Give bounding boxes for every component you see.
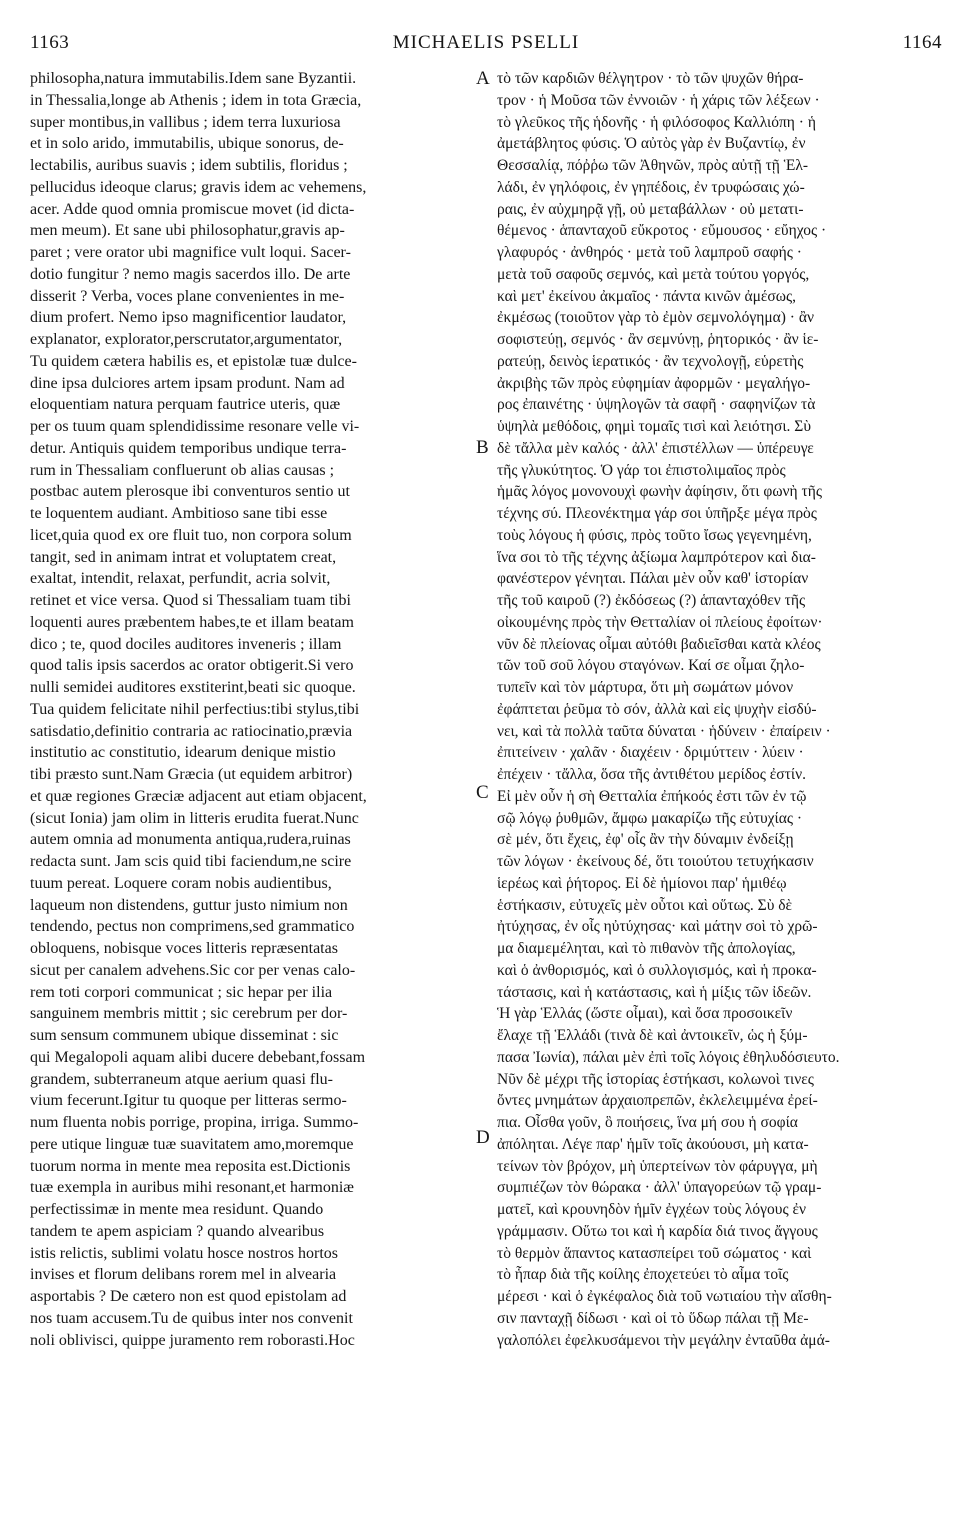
text-line: ἀκριβὴς τῶν πρὸς εὐφημίαν ἀφορμῶν · μεγαλήγο- [497,374,811,392]
text-line: noli oblivisci, quippe juramento rem roborasti.Hoc [30,1331,355,1349]
text-line: τῶν τοῦ σοῦ λόγου σταγόνων. Καί σε οἶμαι ζηλο- [497,657,805,675]
latin-column [30,68,472,1518]
left-column-number: 1163 [30,32,70,53]
text-line: ἡμᾶς λόγος μονονουχὶ φωνὴν ἀφίησιν, ὅτι φωνὴ τῆς [497,483,823,501]
text-line: Εἰ μὲν οὖν ἡ σὴ Θετταλία ἐπήκοός ἐστι τῶν ἐν τῷ [497,787,807,805]
text-line: ὄντες μνημάτων ἀρχαιοπρεπῶν, ἐκλελειμμένα ἐρεί- [497,1092,818,1110]
text-line: τῶν λόγων · ἐκείνους δέ, ὅτι τοιούτου τετυχήκασιν [497,853,814,870]
text-line: ἀμετάβλητος φύσις. Ὁ αὐτὸς γὰρ ἐν Βυζαντίῳ, ἐν [497,135,806,153]
text-line: ἀπόληται. Λέγε παρ' ἡμῖν τοῖς ἀκούουσι, μὴ κατα- [497,1135,809,1153]
text-line: σοφιστεύῃ, σεμνός · ἂν σεμνύνῃ, ῥητορικός · ἂν ἱε- [497,331,819,348]
text-line: ματεῖ, καὶ κρουνηδὸν ἡμῖν ἐγχέων τοὺς λόγους ἐν [497,1201,806,1218]
text-line: σῷ λόγῳ ῥυθμῶν, ἄμφω μακαρίζω τῆς εὐτυχίας · [497,809,803,827]
text-line: institutio ac constitutio, idearum denique mistio [30,744,336,762]
text-line: paret ; vere orator ubi magnifice vult loqui. Sacer- [30,244,351,261]
text-line: nos tuam accusem.Tu de quibus inter nos convenit [30,1309,353,1327]
text-line: Tu quidem cætera habilis es, et epistolæ tuæ dulce- [30,352,357,370]
text-line: in Thessalia,longe ab Athenis ; idem in tota Græcia, [30,91,362,109]
text-line: istis relictis, sublimi volatu hosce nostros hortos [30,1244,338,1262]
text-line: ρατεύῃ, δεινὸς ἱερατικός · ἂν τεχνολογῇ, εὑρετὴς [497,352,804,370]
text-line: (sicut Ionia) jam olim in litteris erudita fuerat.Nunc [30,809,359,827]
text-line: dine ipsa dulciores artem ipsam produnt. Nam ad [30,374,345,392]
text-line: tangit, sed in animam intrat et voluptatem creat, [30,548,337,566]
text-line: dium profert. Nemo ipso magnificentior laudator, [30,309,347,327]
text-line: ἐπέχειν · τἄλλα, ὅσα τῆς ἀντιθέτου μερίδος ἐστίν. [497,766,806,783]
right-column-number: 1164 [902,32,942,53]
text-line: τάστασις, καὶ ἡ κατάστασις, καὶ ἡ μίξις τῶν ἰδεῶν. [497,983,812,1001]
text-line: te loquentem audiant. Ambitioso sane tibi esse [30,505,328,522]
text-line: disserit ? Verba, voces plane convenientes in me- [30,287,345,305]
margin-letter-a: A [476,68,490,89]
margin-letter-d: D [476,1127,490,1148]
text-line: sum sensum communem ubique disseminat : sic [30,1027,339,1044]
text-line: ἔλαχε τῇ Ἑλλάδι (τινὰ δὲ καὶ ἀντοικεῖν, ὡς ἡ ξύμ- [497,1027,808,1044]
text-line: tuorum norma in mente mea reposita est.Dictionis [30,1157,351,1175]
text-line: explanator, explorator,perscrutator,argumentator, [30,331,343,348]
text-line: σὲ μέν, ὅτι ἔχεις, ἐφ' οἷς ἂν τὴν δύναμιν ἐνδείξῃ [497,831,794,849]
text-line: exaltat, intendit, relaxat, perfundit, acria solvit, [30,570,331,588]
text-line: τὸ ἧπαρ διὰ τῆς κοίλης ἐποχετεύει τὸ αἷμα τοῖς [497,1266,789,1284]
text-line: ἐφάπτεται ῥεῦμα τὸ σόν, ἀλλὰ καὶ εἰς ψυχὴν εἰσδύ- [497,700,817,718]
text-line: θέμενος · ἁπανταχοῦ εὔκροτος · εὔμουσος · εὔηχος · [497,222,827,240]
text-line: καὶ μετ' ἐκείνου ἀκμαῖος · πάντα κινῶν ἀμέσως, [497,287,796,305]
text-line: acer. Adde quod omnia promiscue movet (id dicta- [30,200,355,218]
text-line: tendendo, pectus non comprimens,sed grammatico [30,918,355,936]
text-line: et quæ regiones Græciæ adjacent aut etiam objacent, [30,787,367,805]
text-line: τρον · ἡ Μοῦσα τῶν ἐννοιῶν · ἡ χάρις τῶν λέξεων · [497,91,820,109]
text-line: τὸ τῶν καρδιῶν θέλγητρον · τὸ τῶν ψυχῶν θήρα- [497,70,804,87]
text-line: νει, καὶ τὰ πολλὰ ταῦτα δύναται · ἡδύνειν · ἐπαίρειν · [497,722,831,740]
text-line: γαλοπόλει ἐφελκυσάμενοι τὴν μεγάλην ἐνταῦθα ἀμά- [497,1331,830,1349]
text-line: per os tuum quam splendidissime resonare velle vi- [30,418,360,435]
text-line: laqueum non distendens, guttur justo nimium non [30,896,348,914]
text-line: ἑστήκασιν, εὐτυχεῖς μὲν οὗτοι καὶ οὕτως. Σὺ δὲ [497,896,793,914]
text-line: τέχνης σύ. Πλεονέκτημα γάρ σοι ὑπῆρξε μέγα πρὸς [497,505,817,522]
text-line: μα διαμεμέληται, καὶ τὸ πιθανὸν τῆς ἀπολογίας, [497,940,796,957]
text-line: vium fecerunt.Igitur tu quoque per litteras sermo- [30,1092,347,1110]
text-line: tuum pereat. Loquere coram nobis audientibus, [30,874,332,892]
text-line: pellucidus ideoque clarus; gravis idem ac vehemens, [30,178,367,196]
text-line: καὶ ὁ ἀνθορισμός, καὶ ὁ συλλογισμός, καὶ ἡ προκα- [497,961,817,979]
text-line: licet,quia quod ex ore fluit tuo, non corpora solum [30,526,352,544]
margin-letter-b: B [476,437,489,458]
text-line: pere utique linguæ tuæ suavitatem amo,moremque [30,1135,354,1153]
text-line: sicut per canalem advehens.Sic cor per venas calo- [30,961,356,979]
margin-letter-c: C [476,782,489,803]
text-line: men meum). Et sane ubi philosophatur,gravis ap- [30,222,345,240]
text-line: redacta sunt. Jam scis quid tibi faciendum,ne scire [30,853,352,870]
text-line: συμπιέζων τὸν θώρακα · ἀλλ' ὑπαγορεύων τῷ γραμ- [497,1179,822,1197]
text-line: Θεσσαλίᾳ, πόῤῥω τῶν Ἀθηνῶν, πρὸς αὐτῇ τῇ Ἑλ- [497,157,809,174]
text-line: πια. Οἶσθα γοῦν, ὃ ποιήσεις, ἵνα μή σου ἡ σοφία [497,1114,798,1131]
text-line: τῆς γλυκύτητος. Ὁ γάρ τοι ἐπιστολιμαῖος πρὸς [497,461,786,479]
text-line: qui Megalopoli aquam alibi ducere debebant,fossam [30,1048,366,1066]
text-line: dotio fungitur ? nemo magis sacerdos illo. De arte [30,265,351,283]
text-line: tandem te apem aspiciam ? quando alvearibus [30,1222,325,1240]
running-title: MICHAELIS PSELLI [392,32,580,53]
text-line: nulli semidei auditores exstiterint,beati sic quoque. [30,679,356,696]
text-line: δὲ τἄλλα μὲν καλός · ἀλλ' ἐπιστέλλων — ὑπέρευγε [497,439,814,457]
text-line: tibi præsto sunt.Nam Græcia (ut equidem arbitror) [30,766,353,783]
text-line: γλαφυρός · ἀνθηρός · μετὰ τοῦ λαμπροῦ σαφής · [497,244,802,261]
text-line: τοὺς λόγους ἡ φύσις, πρὸς τοῦτο ἴσως γεγενημένη, [497,526,812,544]
text-line: μετὰ τοῦ σαφοῦς σεμνός, καὶ μετὰ τούτου γοργός, [497,265,810,283]
text-line: Νῦν δὲ μέχρι τῆς ἱστορίας ἑστήκασι, κολωνοὶ τινες [497,1070,814,1088]
text-line: ἐπιτείνειν · χαλᾶν · διαχέειν · δριμύττειν · λύειν · [497,744,804,762]
text-line: rem toti corpori communicat ; sic hepar per ilia [30,983,333,1001]
text-line: autem omnia ad monumenta antiqua,rudera,ruinas [30,831,351,849]
text-line: asportabis ? De cætero non est quod epistolam ad [30,1288,347,1305]
text-line: πασα Ἰωνία), πάλαι μὲν ἐπὶ τοῖς λόγοις ἐθηλυδόσιευτο. [497,1048,840,1066]
text-line: ἠτύχησας, ἐν οἷς ηὐτύχησας· καὶ μάτην σοὶ τὸ χρῶ- [497,918,818,936]
text-line: super montibus,in vallibus ; idem terra luxuriosa [30,113,341,131]
text-line: sanguinem membris mittit ; sic cerebrum per dor- [30,1005,348,1023]
greek-column [497,68,944,1518]
text-line: loquenti aures præbentem habes,te et illam beatam [30,613,354,631]
text-line: ὑψηλὰ μεθόδοις, φημὶ τομαῖς τισὶ καὶ λειότησι. Σὺ [497,418,811,435]
text-line: νῦν δὲ πλείονας οἶμαι αὐτόθι βαδιεῖσθαι κατὰ κλέος [497,635,821,653]
page-header [30,32,942,58]
text-line: satisdatio,definitio contraria ac ratiocinatio,prævia [30,722,353,740]
text-line: φανέστερον γένηται. Πάλαι μὲν οὖν καθ' ἱστορίαν [497,570,809,588]
text-line: postbac autem plerosque ibi conventuros sentio ut [30,483,350,501]
text-line: obloquens, nobisque voces litteris repræsentatas [30,940,338,957]
text-line: retinet et vice versa. Quod si Thessaliam tuam tibi [30,592,351,609]
text-line: Ἡ γὰρ Ἑλλάς (ὥστε οἶμαι), καὶ ὅσα προσοικεῖν [497,1005,793,1023]
text-line: detur. Antiquis quidem temporibus undique terra- [30,439,347,457]
text-line: οἰκουμένης πρὸς τὴν Θετταλίαν οἱ πλείους ἐφοίτων· [497,613,823,631]
text-line: philosopha,natura immutabilis.Idem sane Byzantii. [30,70,357,87]
text-line: ρος ἐπαινέτης · ὑψηλογῶν τὰ σαφῆ · σαφηνίζων τὰ [497,396,816,414]
text-line: τὸ γλεῦκος τῆς ἡδονῆς · ἡ φιλόσοφος Καλλιόπη · ἡ [497,113,816,131]
text-line: lectabilis, auribus suavis ; idem subtilis, floridus ; [30,157,348,174]
text-line: ραις, ἐν αὐχμηρᾷ γῇ, οὐ μεταβάλλων · οὐ μετατι- [497,200,804,218]
text-line: λάδι, ἐν γηλόφοις, ἐν γηπέδοις, ἐν τρυφώσαις χώ- [497,178,805,196]
text-line: grandem, subterraneum atque aerium quasi flu- [30,1070,333,1088]
text-line: Tua quidem felicitate nihil perfectius:tibi stylus,tibi [30,700,360,718]
text-line: μέρεσι · καὶ ὁ ἐγκέφαλος διὰ τοῦ νωτιαίου τὴν αἴσθη- [497,1288,832,1305]
text-line: tuæ exempla in auribus mihi resonant,et harmoniæ [30,1179,354,1197]
text-line: ἐκμέσως (τοιοῦτον γὰρ τὸ ἐμὸν σεμνολόγημα) · ἂν [497,309,814,327]
text-line: σιν πανταχῇ δίδωσι · καὶ οἱ τὸ ὕδωρ πάλαι τῇ Με- [497,1309,809,1327]
text-line: quod talis ipsis sacerdos ac orator obtigerit.Si vero [30,657,354,675]
text-line: τῆς τοῦ καιροῦ (?) ἐκδόσεως (?) ἁπανταχόθεν τῆς [497,592,806,609]
text-line: rum in Thessaliam confluerunt ob alias causas ; [30,461,335,479]
text-line: et in solo arido, immutabilis, ubique sonorus, de- [30,135,344,153]
text-line: τὸ θερμὸν ἅπαντος κατασπείρει τοῦ σώματος · καὶ [497,1244,812,1262]
text-line: perfectissimæ in mente mea residunt. Quando [30,1201,324,1218]
text-line: τείνων τὸν βρόχον, μὴ ὑπερτείνων τὸν φάρυγγα, μὴ [497,1157,818,1175]
text-line: eloquentiam natura perquam fautrice uteris, quæ [30,396,341,414]
text-line: num fluenta nobis porrige, propina, irriga. Summo- [30,1114,359,1131]
text-line: invises et florum delibans rorem mel in alvearia [30,1266,337,1284]
text-line: τυπεῖν καὶ τὸν μάρτυρα, ὅτι μὴ σωμάτων μόνον [497,679,794,696]
text-line: ἱερέως καὶ ῥήτορος. Εἰ δὲ ἡμίονοι παρ' ἡμιθέῳ [497,874,787,892]
text-line: γράμμασιν. Οὕτω τοι καὶ ἡ καρδία διά τινος ἄγγους [497,1222,818,1240]
text-line: dico ; te, quod dociles auditores inveneris ; illam [30,635,342,653]
text-line: ἵνα σοι τὸ τῆς τέχνης ἀξίωμα λαμπρότερον καὶ δια- [497,548,816,566]
